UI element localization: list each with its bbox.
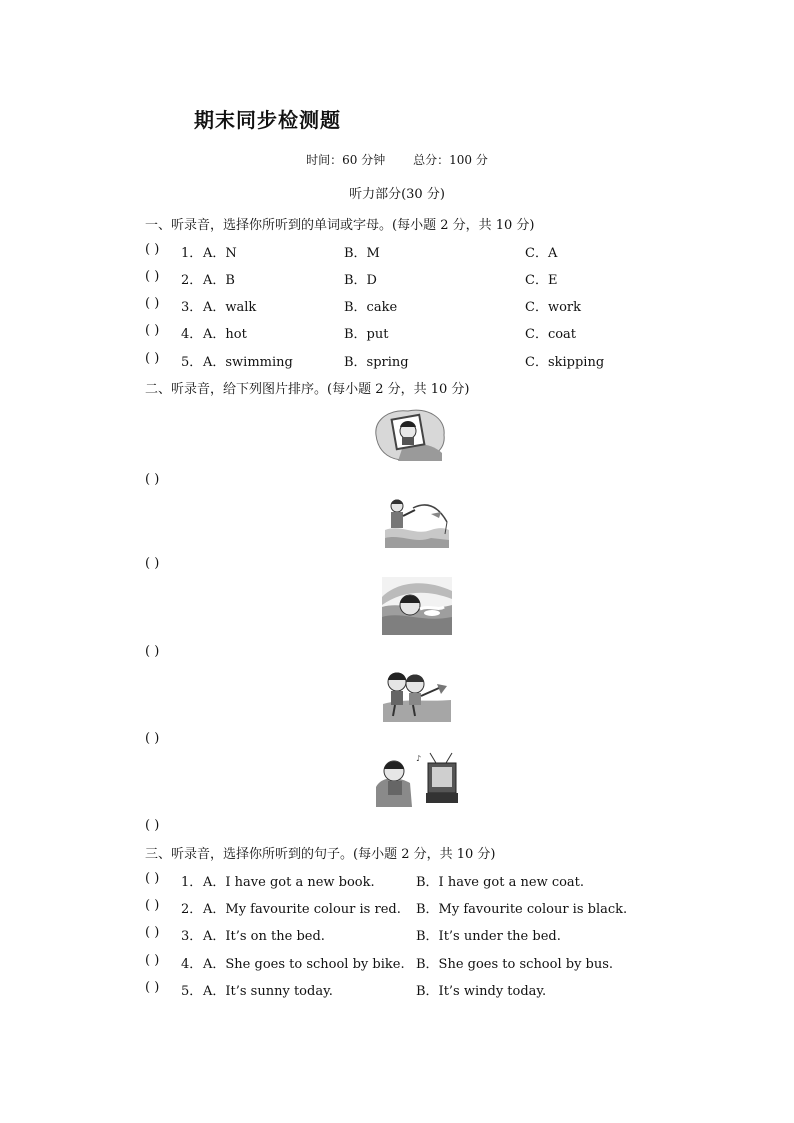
total-score: 总分：100 分 <box>413 153 488 167</box>
question-row <box>145 898 665 916</box>
question-number: 4． <box>181 957 203 972</box>
question-number: 1． <box>181 875 203 890</box>
section3-heading: 三、听录音，选择你所听到的句子。(每小题 2 分，共 10 分) <box>145 847 496 862</box>
section1-heading: 一、听录音，选择你所听到的单词或字母。(每小题 2 分，共 10 分) <box>145 218 535 233</box>
answer-blank[interactable]: ( ) <box>145 472 160 487</box>
option-c: C．A <box>525 246 558 261</box>
answer-blank[interactable]: ( ) <box>145 980 160 995</box>
answer-blank[interactable]: ( ) <box>145 871 160 886</box>
option-b: B．It’s windy today. <box>416 984 547 999</box>
exam-meta <box>0 151 794 168</box>
option-a: A．N <box>203 246 237 261</box>
question-number: 4． <box>181 327 203 342</box>
question-number: 3． <box>181 300 203 315</box>
option-c: C．skipping <box>525 355 605 370</box>
answer-blank[interactable]: ( ) <box>145 898 160 913</box>
option-b: B．I have got a new coat. <box>416 875 585 890</box>
option-a: A．I have got a new book. <box>203 875 375 890</box>
answer-blank[interactable]: ( ) <box>145 323 160 338</box>
answer-blank[interactable]: ( ) <box>145 644 160 659</box>
question-number: 3． <box>181 929 203 944</box>
answer-blank[interactable]: ( ) <box>145 731 160 746</box>
question-number: 2． <box>181 902 203 917</box>
answer-blank[interactable]: ( ) <box>145 351 160 366</box>
answer-blank[interactable]: ( ) <box>145 242 160 257</box>
answer-blank[interactable]: ( ) <box>145 269 160 284</box>
option-c: C．E <box>525 273 558 288</box>
option-a: A．My favourite colour is red. <box>203 902 401 917</box>
answer-blank[interactable]: ( ) <box>145 556 160 571</box>
option-a: A．It’s sunny today. <box>203 984 333 999</box>
boy-portrait-icon <box>372 405 448 463</box>
question-row <box>145 871 665 889</box>
question-number: 5． <box>181 984 203 999</box>
option-b: B．spring <box>344 355 409 370</box>
option-b: B．M <box>344 246 380 261</box>
svg-text:♪: ♪ <box>416 754 422 763</box>
boy-swimming-icon <box>382 577 452 635</box>
boy-watching-tv-icon <box>376 751 460 809</box>
option-b: B．cake <box>344 300 398 315</box>
boy-fishing-icon <box>385 494 449 548</box>
question-row <box>145 925 665 943</box>
option-b: B．put <box>344 327 389 342</box>
question-row <box>145 980 665 998</box>
question-number: 5． <box>181 355 203 370</box>
time-limit: 时间：60 分钟 <box>306 153 386 167</box>
question-row <box>145 323 665 341</box>
question-row <box>145 242 665 260</box>
option-a: A．She goes to school by bike. <box>203 957 405 972</box>
question-number: 2． <box>181 273 203 288</box>
option-b: B．She goes to school by bus. <box>416 957 614 972</box>
question-row <box>145 296 665 314</box>
question-row <box>145 351 665 369</box>
answer-blank[interactable]: ( ) <box>145 953 160 968</box>
answer-blank[interactable]: ( ) <box>145 818 160 833</box>
section2-heading: 二、听录音，给下列图片排序。(每小题 2 分，共 10 分) <box>145 382 470 397</box>
question-row <box>145 953 665 971</box>
option-a: A．B <box>203 273 235 288</box>
answer-blank[interactable]: ( ) <box>145 925 160 940</box>
part-heading: 听力部分(30 分) <box>349 187 445 202</box>
option-b: B．It’s under the bed. <box>416 929 561 944</box>
option-b: B．My favourite colour is black. <box>416 902 628 917</box>
option-a: A．walk <box>203 300 257 315</box>
option-c: C．coat <box>525 327 577 342</box>
option-b: B．D <box>344 273 377 288</box>
answer-blank[interactable]: ( ) <box>145 296 160 311</box>
option-a: A．hot <box>203 327 247 342</box>
question-number: 1． <box>181 246 203 261</box>
exam-title: 期末同步检测题 <box>194 108 341 132</box>
question-row <box>145 269 665 287</box>
option-c: C．work <box>525 300 581 315</box>
option-a: A．swimming <box>203 355 293 370</box>
option-a: A．It’s on the bed. <box>203 929 325 944</box>
kids-playing-icon <box>383 664 451 722</box>
